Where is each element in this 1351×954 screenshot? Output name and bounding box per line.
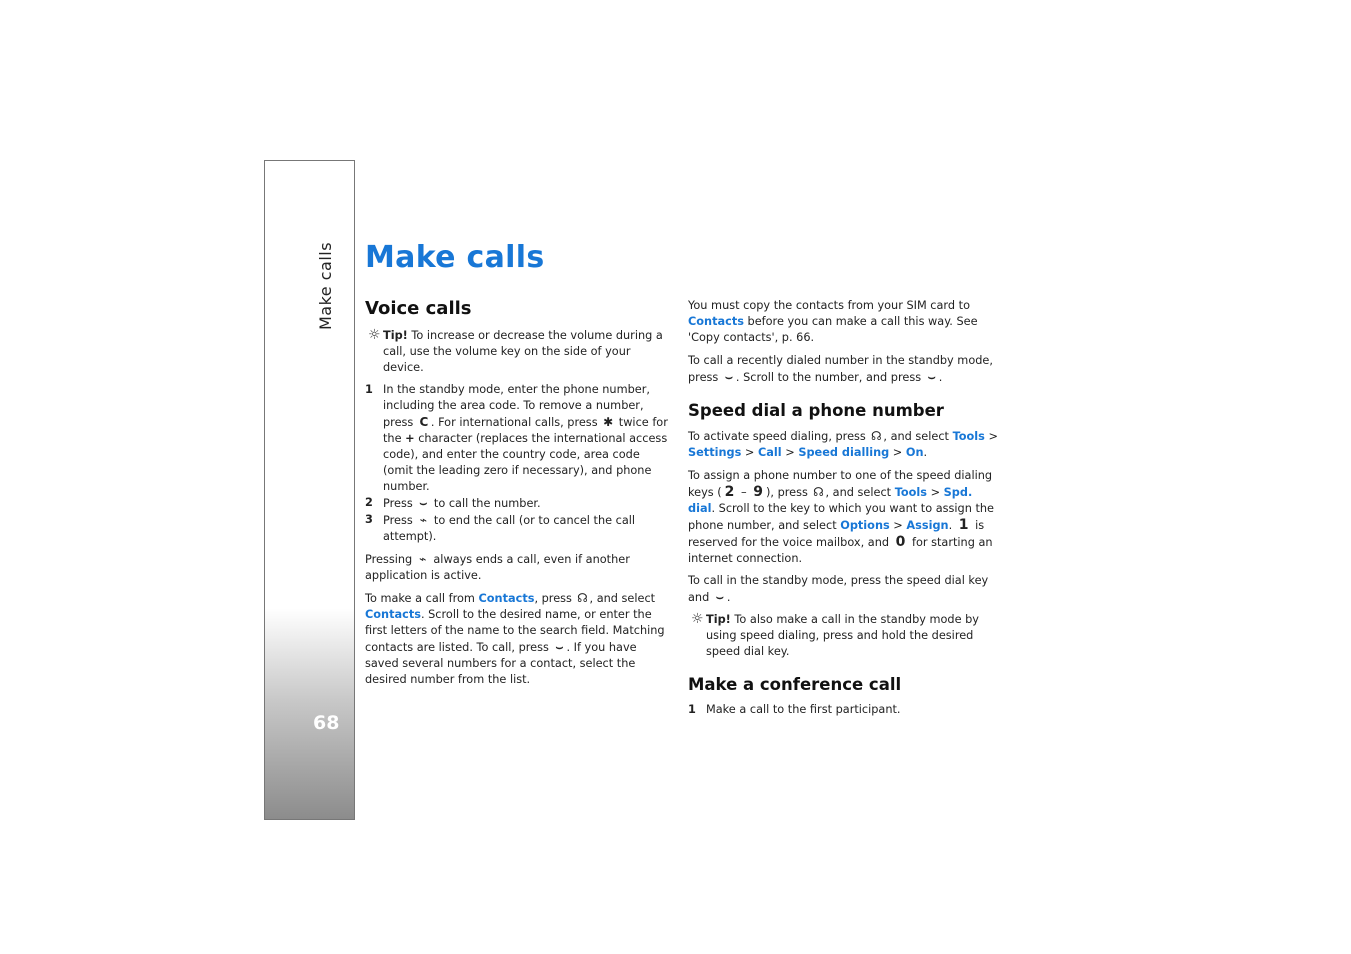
right-column	[688, 298, 1000, 718]
contacts-link: Contacts	[688, 315, 744, 328]
sidebar-title: Make calls	[316, 241, 335, 330]
tip-speed-dial: ☼ Tip! To also make a call in the standby mode by using speed dialing, press and hold the desired speed dial key.	[691, 611, 979, 658]
call-key-icon: ⌣	[555, 640, 564, 654]
page-title: Make calls	[365, 240, 545, 275]
paragraph-end-key: Pressing ⌁ always ends a call, even if another application is active.	[365, 552, 630, 582]
sidebar-tab	[264, 160, 355, 820]
end-key-icon: ⌁	[419, 552, 427, 566]
call-key-icon: ⌣	[419, 496, 428, 510]
list-item: 2 Press ⌣ to call the number.	[365, 496, 541, 510]
paragraph-assign-speed-dial: To assign a phone number to one of the speed dialing keys ( 2 – 9 ), press ☊ , and select Tools > Spd. dial. Scroll to the key to which you want to assign the phone number, and select Options > Assign. 1 is reserved for the voice mailbox, and 0 for starting an internet connection.	[688, 469, 994, 565]
paragraph-recent-call: To call a recently dialed number in the standby mode, press ⌣ . Scroll to the number, and press ⌣ .	[688, 354, 993, 384]
end-key-icon: ⌁	[419, 513, 427, 527]
voice-calls-heading: Voice calls	[365, 298, 472, 319]
key-2-icon: 2	[724, 484, 735, 500]
contacts-link: Contacts	[478, 592, 535, 605]
contacts-link: Contacts	[365, 608, 421, 621]
call-key-icon: ⌣	[724, 370, 733, 384]
key-0-icon: 0	[895, 534, 906, 550]
call-key-icon: ⌣	[927, 370, 936, 384]
speed-dial-heading: Speed dial a phone number	[688, 401, 944, 420]
key-1-icon: 1	[958, 517, 969, 533]
paragraph-activate-speed-dial: To activate speed dialing, press ☊ , and select Tools > Settings > Call > Speed dialling > On.	[688, 429, 998, 459]
menu-key-icon: ☊	[871, 429, 882, 443]
menu-key-icon: ☊	[813, 485, 824, 499]
paragraph-copy-contacts: You must copy the contacts from your SIM card to Contacts before you can make a call this way. See 'Copy contacts', p. 66.	[688, 299, 978, 344]
page-number: 68	[313, 712, 340, 734]
list-item: 1 In the standby mode, enter the phone number, including the area code. To remove a number, press C . For international calls, press ✱ twice for the + character (replaces the international access code), and enter the country code, area code (omit the leading zero if necessary), and phone number.	[365, 383, 668, 493]
list-item: 3 Press ⌁ to end the call (or to cancel the call attempt).	[365, 513, 636, 543]
tip-icon: ☼	[691, 611, 704, 627]
paragraph-contacts-call: To make a call from Contacts, press ☊ , and select Contacts. Scroll to the desired name, or enter the first letters of the name to the search field. Matching contacts are listed. To call, press ⌣ . If you have saved several numbers for a contact, select the desired number from the list.	[365, 591, 665, 686]
left-column	[365, 298, 671, 688]
star-key-icon: ✱	[603, 415, 614, 429]
menu-key-icon: ☊	[577, 591, 588, 605]
key-9-icon: 9	[753, 484, 764, 500]
paragraph-call-speed-dial: To call in the standby mode, press the speed dial key and ⌣ .	[688, 574, 989, 604]
steps-list	[365, 382, 671, 545]
tip-volume: ☼ Tip! To increase or decrease the volume during a call, use the volume key on the side of your device.	[368, 327, 663, 374]
call-key-icon: ⌣	[715, 590, 724, 604]
list-item: 1 Make a call to the first participant.	[688, 703, 901, 716]
clear-key-icon: C	[419, 415, 429, 429]
conference-call-heading: Make a conference call	[688, 675, 902, 694]
tip-icon: ☼	[368, 327, 381, 343]
conference-steps-list	[688, 702, 1000, 718]
